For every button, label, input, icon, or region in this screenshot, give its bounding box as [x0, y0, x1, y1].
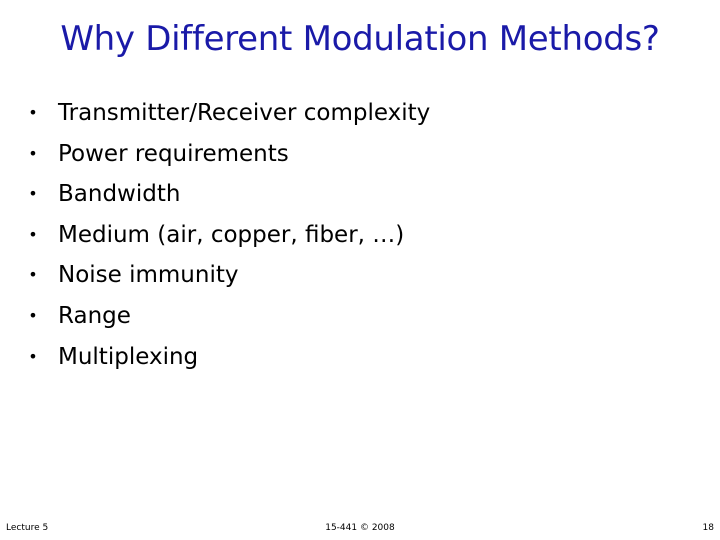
footer-course-copyright: 15-441 © 2008: [325, 523, 395, 533]
bullet-icon: •: [28, 143, 38, 163]
bullet-icon: •: [28, 184, 38, 204]
footer-page-number: 18: [702, 523, 714, 533]
bullet-icon: •: [28, 224, 38, 244]
bullet-icon: •: [28, 103, 38, 122]
bullet-text: Medium (air, copper, fiber, …): [58, 221, 405, 248]
slide-title: Why Different Modulation Methods?: [60, 19, 660, 59]
bullet-text: Noise immunity: [58, 262, 239, 289]
bullet-text: Multiplexing: [58, 343, 199, 370]
bullet-icon: •: [28, 265, 38, 285]
bullet-icon: •: [28, 346, 38, 366]
bullet-icon: •: [28, 305, 38, 325]
bullet-text: Transmitter/Receiver complexity: [58, 100, 431, 126]
bullet-text: Bandwidth: [58, 181, 181, 208]
footer-lecture-label: Lecture 5: [6, 523, 49, 533]
bullet-text: Power requirements: [58, 140, 289, 167]
bullet-text: Range: [58, 302, 131, 329]
